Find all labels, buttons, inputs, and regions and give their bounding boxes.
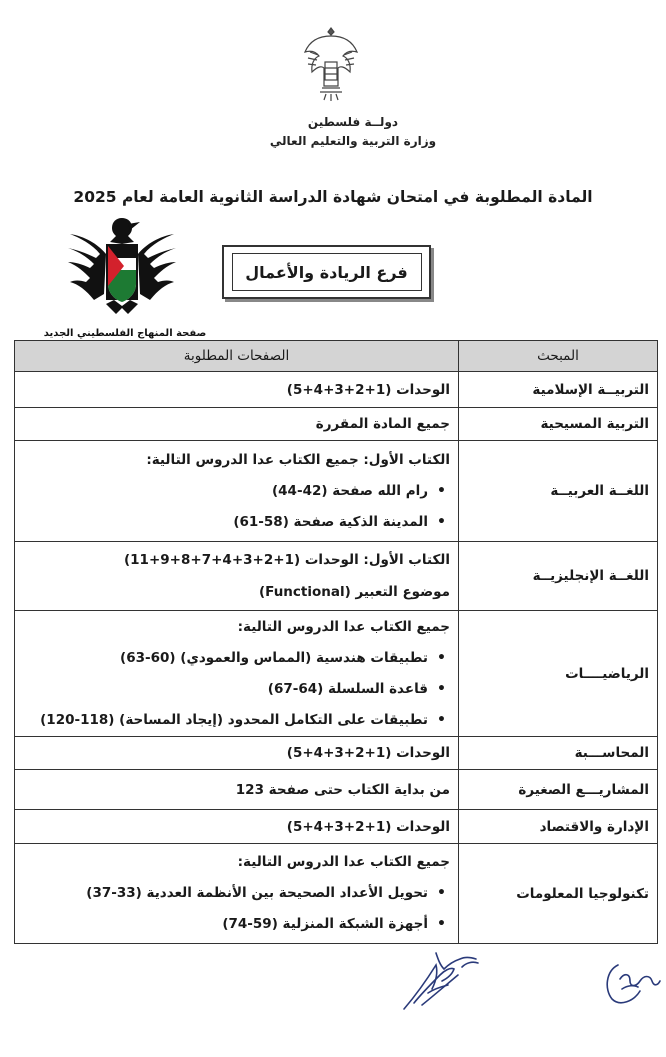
subject-cell: اللغــة الإنجليزيــة: [459, 542, 658, 611]
excluded-lessons-list: [23, 643, 450, 736]
state-name: دولــة فلسطين: [307, 115, 399, 129]
list-item: • قاعدة السلسلة (64-67): [23, 674, 450, 705]
subjects-table: [14, 340, 658, 944]
subject-cell: تكنولوجيا المعلومات: [459, 844, 658, 944]
table-row: [15, 611, 658, 737]
subject-cell: التربية المسيحية: [459, 408, 658, 441]
header-subject: المبحث: [459, 341, 658, 372]
pages-cell: [15, 770, 459, 810]
excluded-lessons-list: [23, 878, 450, 940]
subject-cell: الإدارة والاقتصاد: [459, 810, 658, 844]
table-row: [15, 737, 658, 770]
subject-cell: المحاســـبة: [459, 737, 658, 770]
pages-cell: [15, 372, 459, 408]
palestinian-eagle-flag-logo-icon: [66, 214, 178, 318]
pages-line: الوحدات (1+2+3+4+5): [286, 381, 450, 398]
pages-cell: [15, 441, 459, 542]
table-row: [15, 372, 658, 408]
table-row: [15, 542, 658, 611]
list-item: • تحويل الأعداد الصحيحة بين الأنظمة العددية (33-37): [23, 878, 450, 909]
excluded-lessons-list: [23, 476, 450, 538]
pages-line: جميع الكتاب عدا الدروس التالية:: [237, 618, 450, 635]
list-item: • أجهزة الشبكة المنزلية (59-74): [23, 909, 450, 940]
subject-cell: الرياضيــــات: [459, 611, 658, 737]
table-header-row: [15, 341, 658, 372]
pages-line: الوحدات (1+2+3+4+5): [286, 818, 450, 835]
table-row: [15, 770, 658, 810]
watermark-caption: صفحة المنهاج الفلسطيني الجديد: [43, 328, 207, 339]
list-item: • تطبيقات هندسية (المماس والعمودي) (60-63): [23, 643, 450, 674]
table-row: [15, 441, 658, 542]
signature-right-icon: [600, 955, 662, 1009]
pages-cell: [15, 737, 459, 770]
pages-cell: [15, 408, 459, 441]
palestine-eagle-emblem-icon: [302, 22, 360, 104]
pages-cell: [15, 844, 459, 944]
list-item: • المدينة الذكية صفحة (58-61): [23, 507, 450, 538]
signature-left-icon: [392, 945, 492, 1015]
list-item: • تطبيقات على التكامل المحدود (إيجاد المساحة) (118-120): [23, 705, 450, 736]
table-row: [15, 844, 658, 944]
pages-line: الكتاب الأول: جميع الكتاب عدا الدروس التالية:: [146, 451, 450, 468]
pages-cell: [15, 810, 459, 844]
pages-line: الوحدات (1+2+3+4+5): [286, 745, 450, 761]
subject-cell: التربيــة الإسلامية: [459, 372, 658, 408]
subject-cell: اللغــة العربيــة: [459, 441, 658, 542]
page-title: المادة المطلوبة في امتحان شهادة الدراسة الثانوية العامة لعام 2025: [73, 188, 593, 206]
pages-line: جميع المادة المقررة: [315, 416, 450, 432]
pages-line: جميع الكتاب عدا الدروس التالية:: [237, 854, 450, 870]
list-item: • رام الله صفحة (42-44): [23, 476, 450, 507]
subject-cell: المشاريـــع الصغيرة: [459, 770, 658, 810]
ministry-name: وزارة التربية والتعليم العالي: [269, 134, 437, 148]
table-row: [15, 810, 658, 844]
pages-line: من بداية الكتاب حتى صفحة 123: [235, 781, 450, 798]
branch-box: [222, 245, 431, 299]
branch-label: فرع الريادة والأعمال: [232, 253, 422, 291]
government-header: [0, 113, 666, 151]
pages-line: موضوع التعبير (Functional): [258, 584, 450, 600]
pages-cell: [15, 542, 459, 611]
header-pages: الصفحات المطلوبة: [15, 341, 459, 372]
pages-line: الكتاب الأول: الوحدات (1+2+3+4+7+8+9+11): [123, 552, 450, 568]
table-row: [15, 408, 658, 441]
pages-cell: [15, 611, 459, 737]
